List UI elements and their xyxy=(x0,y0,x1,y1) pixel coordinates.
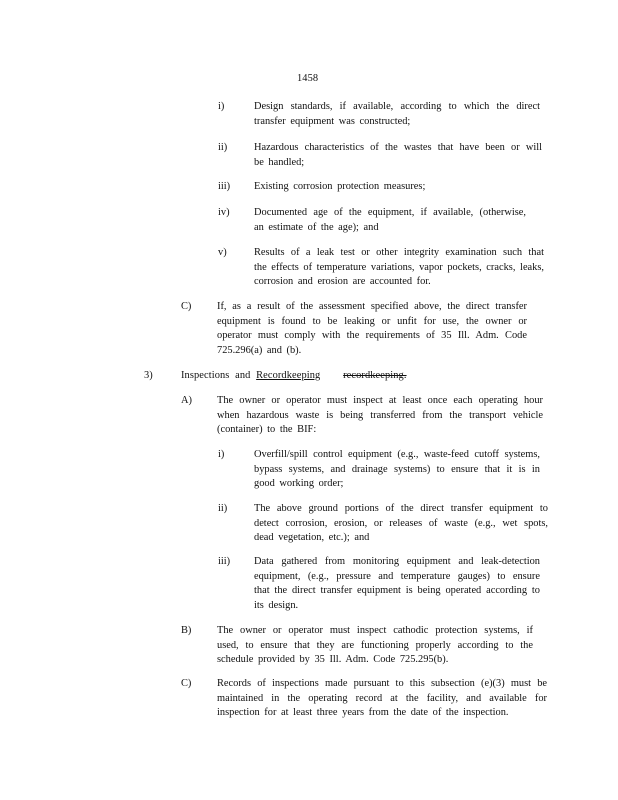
item-text-3a-i: Overfill/spill control equipment (e.g., waste-feed cutoff systems, bypass systems, and drainage systems) to ensure that it is in good working order; xyxy=(254,449,540,489)
item-text-b-i: Design standards, if available, according to which the direct transfer equipment was constructed; xyxy=(254,101,540,127)
heading-prefix: Inspections and xyxy=(181,370,257,381)
section-3c-label: C) xyxy=(181,678,192,689)
section-c-text: If, as a result of the assessment specified above, the direct transfer equipment is found to be leaking or unfit for use, the owner or operator must comply with the requirements of 35 Ill. Adm. Code 725.296(a) and (b). xyxy=(217,301,527,356)
item-text-b-iv: Documented age of the equipment, if available, (otherwise, an estimate of the age); and xyxy=(254,207,526,233)
page-number: 1458 xyxy=(297,73,319,84)
item-text-b-v: Results of a leak test or other integrity examination such that the effects of temperature variations, vapor pockets, cracks, leaks, corrosion and erosion are accounted for. xyxy=(254,247,544,287)
item-label-b-iv: iv) xyxy=(218,207,230,218)
item-text-b-ii: Hazardous characteristics of the wastes that have been or will be handled; xyxy=(254,142,542,168)
item-label-b-ii: ii) xyxy=(218,142,228,153)
section-3b-text: The owner or operator must inspect cathodic protection systems, if used, to ensure that they are functioning properly according to the schedule provided by 35 Ill. Adm. Code 725.295(b). xyxy=(217,625,533,665)
item-label-b-v: v) xyxy=(218,247,227,258)
item-label-3a-ii: ii) xyxy=(218,503,228,514)
item-text-3a-iii: Data gathered from monitoring equipment and leak-detection equipment, (e.g., pressure and temperature gauges) to ensure that the direct transfer equipment is being operated according to its design. xyxy=(254,556,540,611)
item-text-3a-ii: The above ground portions of the direct transfer equipment to detect corrosion, erosion, or releases of waste (e.g., wet spots, dead vegetation, etc.); and xyxy=(254,503,548,543)
item-label-3a-i: i) xyxy=(218,449,225,460)
item-text-b-iii: Existing corrosion protection measures; xyxy=(254,181,426,192)
item-label-b-i: i) xyxy=(218,101,225,112)
item-label-3a-iii: iii) xyxy=(218,556,231,567)
section-3a-text: The owner or operator must inspect at least once each operating hour when hazardous waste is being transferred from the transport vehicle (container) to the BIF: xyxy=(217,395,543,435)
section-c-label: C) xyxy=(181,301,192,312)
item-label-b-iii: iii) xyxy=(218,181,231,192)
heading-deleted: recordkeeping. xyxy=(343,370,407,381)
heading-inserted: Recordkeeping xyxy=(256,370,321,381)
section-3-heading xyxy=(181,369,407,384)
section-3a-label: A) xyxy=(181,395,192,406)
section-3-label: 3) xyxy=(144,370,153,381)
section-3c-text: Records of inspections made pursuant to this subsection (e)(3) must be maintained in the operating record at the facility, and available for inspection for at least three years from the date of the inspection. xyxy=(217,678,547,718)
section-3b-label: B) xyxy=(181,625,192,636)
